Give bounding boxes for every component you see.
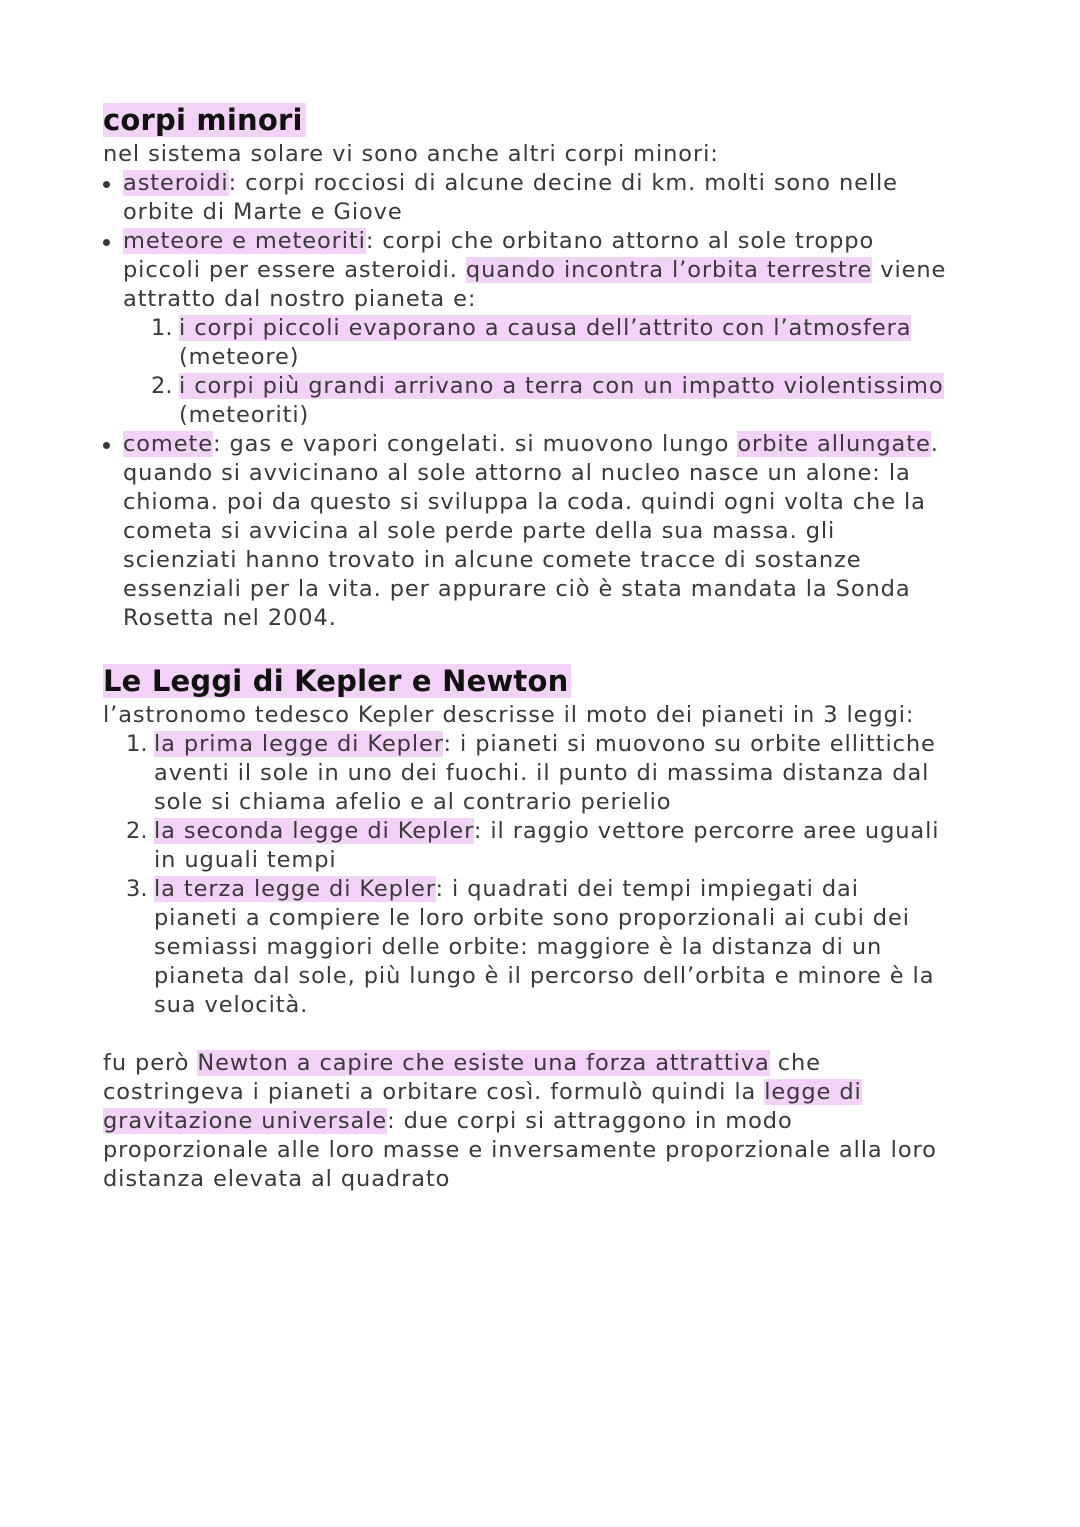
- list-item-legge-2: 2. la seconda legge di Kepler: il raggio vettore percorre aree uguali in uguali tempi: [126, 818, 940, 873]
- newton-paragraph: fu però Newton a capire che esiste una forza attrattiva che costringeva i pianeti a orbitare così. formulò quindi la legge di gravitazione universale: due corpi si attraggono in modo proporzionale alle loro masse e inversamente proporzionale alla loro distanza elevata al quadrato: [103, 1050, 937, 1192]
- term-comete: comete: [123, 431, 213, 457]
- section-title-corpi-minori: corpi minori: [103, 100, 1003, 140]
- list-item-meteore: meteore e meteoriti: corpi che orbitano attorno al sole troppo piccoli per essere asteroidi. quando incontra l’orbita terrestre viene attratto dal nostro pianeta e: 1. i corpi piccoli evaporano a causa dell’attrito con l’atmosfera (meteore) 2. i corpi più grandi arrivano a terra con un impatto violentissimo (meteoriti): [103, 227, 1003, 430]
- notes-page: [103, 100, 1003, 1194]
- list-item-comete: comete: gas e vapori congelati. si muovono lungo orbite allungate. quando si avvicinano al sole attorno al nucleo nasce un alone: la chioma. poi da questo si sviluppa la coda. quindi ogni volta che la cometa si avvicina al sole perde parte della sua massa. gli scienziati hanno trovato in alcune comete tracce di sostanze essenziali per la vita. per appurare ciò è stata mandata la Sonda Rosetta nel 2004.: [103, 430, 1003, 633]
- list-item: 2. i corpi più grandi arrivano a terra con un impatto violentissimo (meteoriti): [151, 373, 944, 428]
- list-item-legge-3: 3. la terza legge di Kepler: i quadrati dei tempi impiegati dai pianeti a compiere le loro orbite sono proporzionali ai cubi dei semiassi maggiori delle orbite: maggiore è la distanza di un pianeta dal sole, più lungo è il percorso dell’orbita e minore è la sua velocità.: [126, 876, 935, 1018]
- numbered-list-kepler: [103, 730, 1003, 1020]
- term-meteore: meteore e meteoriti: [123, 228, 366, 254]
- numbered-list-meteore: [123, 314, 1003, 430]
- list-item-legge-1: 1. la prima legge di Kepler: i pianeti si muovono su orbite ellittiche aventi il sole in uno dei fuochi. il punto di massima distanza dal sole si chiama afelio e al contrario perielio: [126, 731, 936, 815]
- term-asteroidi: asteroidi: [123, 170, 229, 196]
- bullet-list-corpi-minori: [103, 169, 1003, 633]
- list-item-asteroidi: asteroidi: corpi rocciosi di alcune decine di km. molti sono nelle orbite di Marte e Giove: [103, 169, 1003, 227]
- section-intro: nel sistema solare vi sono anche altri corpi minori:: [103, 141, 719, 167]
- section-title-kepler-newton: Le Leggi di Kepler e Newton: [103, 661, 1003, 701]
- list-item: 1. i corpi piccoli evaporano a causa dell’attrito con l’atmosfera (meteore): [151, 315, 912, 370]
- section-intro: l’astronomo tedesco Kepler descrisse il moto dei pianeti in 3 leggi:: [103, 702, 915, 728]
